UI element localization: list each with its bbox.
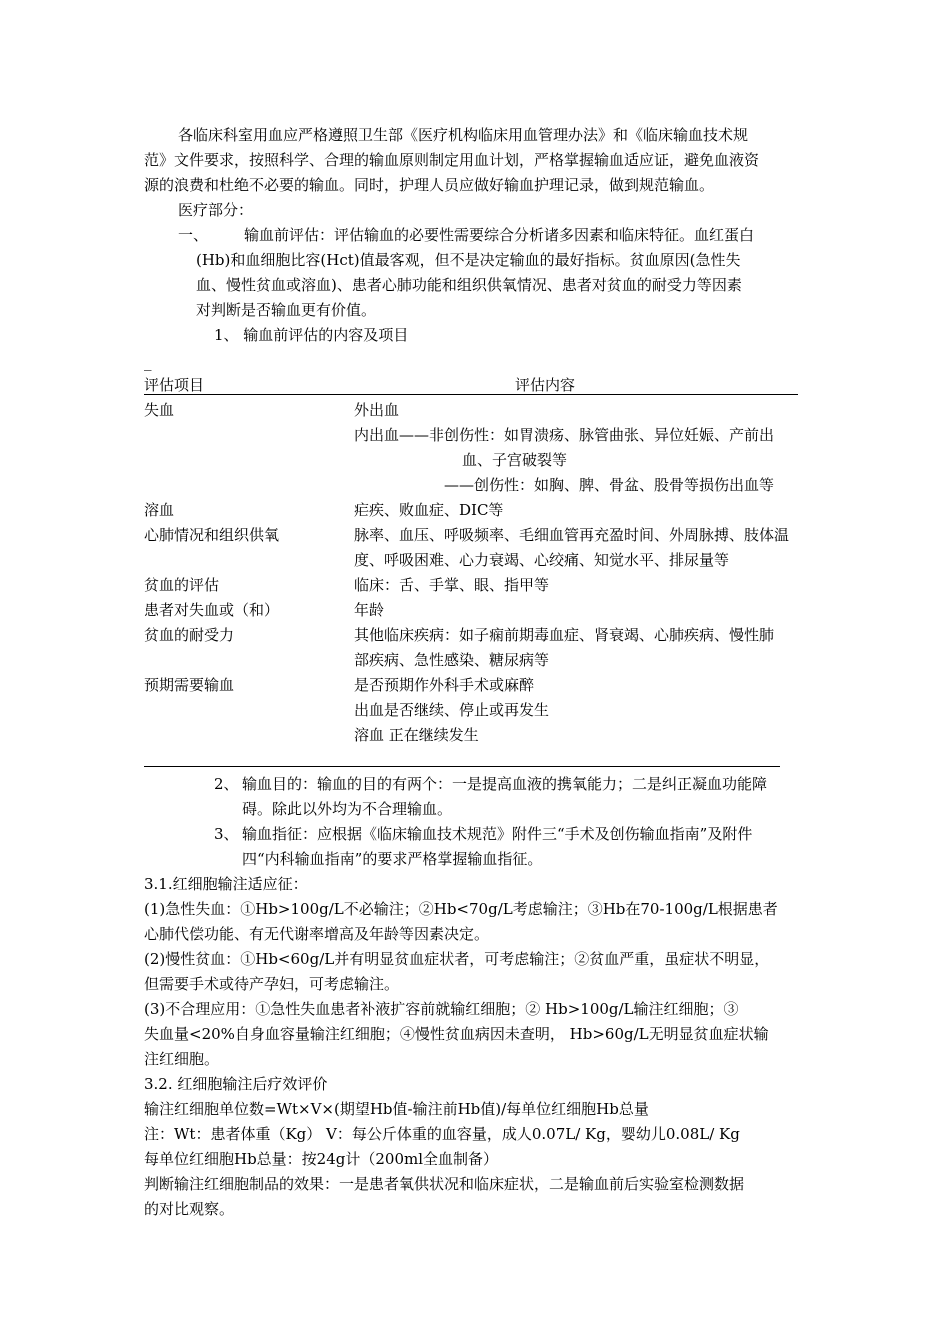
item-3-line-1: 输血指征：应根据《临床输血技术规范》附件三“手术及创伤输血指南”及附件 (242, 825, 753, 843)
table-row-content: 脉率、血压、呼吸频率、毛细血管再充盈时间、外周脉搏、肢体温 (354, 526, 790, 544)
item-3-line-2: 四“内科输血指南”的要求严格掌握输血指征。 (242, 850, 543, 868)
table-row-content: ——创伤性：如胸、脾、骨盆、股骨等损伤出血等 (444, 476, 775, 494)
intro-line-2: 范》文件要求，按照科学、合理的输血原则制定用血计划，严格掌握输血适应证，避免血液资 (144, 151, 760, 169)
table-row-item: 贫血的评估 (144, 576, 220, 594)
table-row-content: 临床：舌、手掌、眼、指甲等 (354, 576, 550, 594)
stray-mark: _ (144, 353, 152, 371)
item-2-number: 2、 (214, 775, 239, 793)
medical-section-label: 医疗部分： (178, 201, 254, 219)
formula-note-1: 注：Wt：患者体重（Kg） V：每公斤体重的血容量，成人0.07L/ Kg，婴幼儿0.08L/ Kg (144, 1125, 740, 1143)
table-row-content: 疟疾、败血症、DIC等 (354, 501, 504, 519)
section-1-line-1: 输血前评估：评估输血的必要性需要综合分析诸多因素和临床特征。血红蛋白 (244, 226, 755, 244)
table-header-content: 评估内容 (515, 376, 576, 394)
table-row-item: 患者对失血或（和） (144, 601, 280, 619)
table-row-content: 外出血 (354, 401, 400, 419)
table-row-item: 溶血 (144, 501, 175, 519)
improper-use-line-3: 注红细胞。 (144, 1050, 220, 1068)
intro-line-3: 源的浪费和杜绝不必要的输血。同时，护理人员应做好输血护理记录，做到规范输血。 (144, 176, 715, 194)
table-row-content: 内出血——非创伤性：如胃溃疡、脉管曲张、异位妊娠、产前出 (354, 426, 775, 444)
table-row-content: 是否预期作外科手术或麻醉 (354, 676, 535, 694)
table-header-item: 评估项目 (144, 376, 205, 394)
table-row-content: 年龄 (354, 601, 385, 619)
section-1-number: 一、 (178, 226, 209, 244)
acute-blood-loss-line-2: 心肺代偿功能、有无代谢率增高及年龄等因素决定。 (144, 925, 490, 943)
item-2-line-1: 输血目的：输血的目的有两个：一是提高血液的携氧能力；二是纠正凝血功能障 (242, 775, 768, 793)
section-3-1-title: 3.1.红细胞输注适应征： (144, 875, 308, 893)
table-row-content: 出血是否继续、停止或再发生 (354, 701, 550, 719)
section-3-2-title: 3.2. 红细胞输注后疗效评价 (144, 1075, 328, 1093)
table-row-content: 部疾病、急性感染、糖尿病等 (354, 651, 550, 669)
acute-blood-loss-line-1: (1)急性失血：①Hb>100g/L不必输注；②Hb<70g/L考虑输注；③Hb在70-100g/L根据患者 (144, 900, 778, 918)
section-1-subheading: 1、 输血前评估的内容及项目 (214, 326, 409, 344)
section-1-line-3: 血、慢性贫血或溶血)、患者心肺功能和组织供氧情况、患者对贫血的耐受力等因素 (196, 276, 742, 294)
section-1-line-4: 对判断是否输血更有价值。 (196, 301, 377, 319)
efficacy-judgement-line-2: 的对比观察。 (144, 1200, 235, 1218)
table-row-item: 预期需要输血 (144, 676, 235, 694)
table-row-content: 其他临床疾病：如子痫前期毒血症、肾衰竭、心肺疾病、慢性肺 (354, 626, 775, 644)
table-row-item: 心肺情况和组织供氧 (144, 526, 280, 544)
section-1-line-2: (Hb)和血细胞比容(Hct)值最客观，但不是决定输血的最好指标。贫血原因(急性失 (196, 251, 741, 269)
efficacy-judgement-line-1: 判断输注红细胞制品的效果：一是患者氧供状况和临床症状，二是输血前后实验室检测数据 (144, 1175, 745, 1193)
formula-note-2: 每单位红细胞Hb总量：按24g计（200ml全血制备） (144, 1150, 499, 1168)
chronic-anemia-line-1: (2)慢性贫血：①Hb<60g/L并有明显贫血症状者，可考虑输注；②贫血严重，虽症状不明显， (144, 950, 770, 968)
improper-use-line-1: (3)不合理应用：①急性失血患者补液扩容前就输红细胞；② Hb>100g/L输注红细胞；③ (144, 1000, 739, 1018)
intro-line-1: 各临床科室用血应严格遵照卫生部《医疗机构临床用血管理办法》和《临床输血技术规 (178, 126, 749, 144)
table-row-content: 血、子宫破裂等 (462, 451, 568, 469)
rbc-units-formula: 输注红细胞单位数=Wt×V×(期望Hb值-输注前Hb值)/每单位红细胞Hb总量 (144, 1100, 649, 1118)
item-2-line-2: 碍。除此以外均为不合理输血。 (242, 800, 453, 818)
table-row-content: 溶血 正在继续发生 (354, 726, 479, 744)
improper-use-line-2: 失血量<20%自身血容量输注红细胞；④慢性贫血病因未查明， Hb>60g/L无明显贫血症状输 (144, 1025, 769, 1043)
table-header-rule (144, 394, 798, 395)
table-row-content: 度、呼吸困难、心力衰竭、心绞痛、知觉水平、排尿量等 (354, 551, 730, 569)
table-bottom-rule (144, 766, 780, 767)
table-row-item: 贫血的耐受力 (144, 626, 235, 644)
chronic-anemia-line-2: 但需要手术或待产孕妇，可考虑输注。 (144, 975, 400, 993)
item-3-number: 3、 (214, 825, 239, 843)
table-row-item: 失血 (144, 401, 175, 419)
